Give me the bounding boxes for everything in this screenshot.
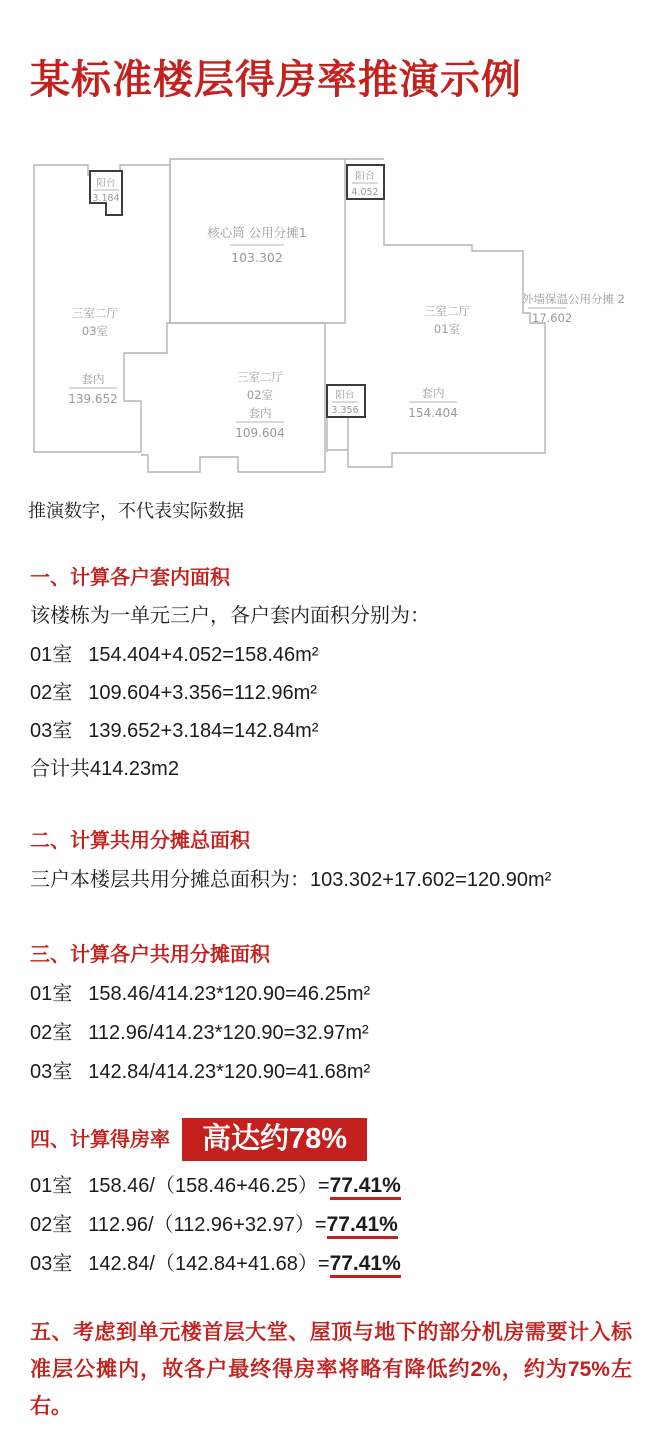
section-3 <box>30 943 640 1084</box>
section-2-body: 三户本楼层共用分摊总面积为：103.302+17.602=120.90m² <box>30 869 552 891</box>
calc-row <box>30 1211 640 1239</box>
exterior-share-value: 17.602 <box>532 311 573 325</box>
ratio-result: 77.41% <box>330 1252 401 1278</box>
room-label: 01室 <box>30 1175 73 1197</box>
unit-03-type: 三室二厅 <box>72 306 118 320</box>
unit-02-area-value: 109.604 <box>235 426 285 440</box>
calc-row <box>30 1172 640 1200</box>
room-formula: 158.46/414.23*120.90=46.25m² <box>88 983 371 1005</box>
ratio-result: 77.41% <box>330 1174 401 1200</box>
calc-row <box>30 643 640 667</box>
calc-row <box>30 1060 640 1084</box>
room-label: 03室 <box>30 1061 73 1083</box>
section-1-intro: 该楼栋为一单元三户，各户套内面积分别为： <box>30 605 430 627</box>
ratio-result: 77.41% <box>327 1213 398 1239</box>
unit-01-area-label: 套内 <box>421 386 445 400</box>
unit-01-area-value: 154.404 <box>408 406 458 420</box>
room-label: 01室 <box>30 644 73 666</box>
room-formula: 112.96/414.23*120.90=32.97m² <box>88 1022 369 1044</box>
unit-02-room: 02室 <box>246 388 274 402</box>
floor-plan <box>20 145 640 490</box>
room-label: 02室 <box>30 1214 73 1236</box>
balcony-2-value: 4.052 <box>351 187 379 198</box>
core-label: 核心筒 公用分摊1 <box>207 225 307 240</box>
section-4-heading: 四、计算得房率 <box>30 1128 170 1151</box>
unit-01-room: 01室 <box>433 322 461 336</box>
unit-01-type: 三室二厅 <box>424 304 470 318</box>
unit-02-outline <box>141 323 325 472</box>
section-4 <box>30 1118 640 1278</box>
calc-row <box>30 1250 640 1278</box>
room-label: 02室 <box>30 1022 73 1044</box>
calc-row <box>30 719 640 743</box>
section-1 <box>30 566 640 781</box>
total-area: 合计共414.23m2 <box>30 758 179 780</box>
unit-02-type: 三室二厅 <box>237 370 283 384</box>
balcony-3-value: 3.356 <box>331 405 359 416</box>
room-label: 01室 <box>30 983 73 1005</box>
room-formula: 112.96/（112.96+32.97）= <box>88 1214 327 1236</box>
section-3-heading: 三、计算各户共用分摊面积 <box>30 944 270 966</box>
highlight-badge: 高达约78% <box>182 1118 367 1161</box>
room-formula: 142.84/（142.84+41.68）= <box>88 1253 330 1275</box>
disclaimer-note: 推演数字，不代表实际数据 <box>28 501 244 521</box>
room-formula: 139.652+3.184=142.84m² <box>88 720 319 742</box>
unit-02-area-label: 套内 <box>248 406 272 420</box>
calc-row <box>30 982 640 1006</box>
calc-row <box>30 1021 640 1045</box>
core-area-value: 103.302 <box>231 250 283 265</box>
page-title: 某标准楼层得房率推演示例 <box>30 58 522 102</box>
calc-row <box>30 681 640 705</box>
room-formula: 158.46/（158.46+46.25）= <box>88 1175 330 1197</box>
room-label: 03室 <box>30 1253 73 1275</box>
exterior-share-label: 外墙保温公用分摊 2 <box>522 292 625 306</box>
room-label: 03室 <box>30 720 73 742</box>
room-label: 02室 <box>30 682 73 704</box>
label-underlines <box>69 183 566 422</box>
unit-03-area-label: 套内 <box>81 372 105 386</box>
section-1-heading: 一、计算各户套内面积 <box>30 567 230 589</box>
section-4-header-row <box>30 1118 640 1161</box>
section-2-heading: 二、计算共用分摊总面积 <box>30 830 250 852</box>
balcony-3-label: 阳台 <box>335 390 355 401</box>
room-formula: 154.404+4.052=158.46m² <box>88 644 319 666</box>
unit-03-room: 03室 <box>81 324 109 338</box>
balcony-1-label: 阳台 <box>96 178 116 189</box>
balcony-2-label: 阳台 <box>355 171 375 182</box>
unit-03-area-value: 139.652 <box>68 392 118 406</box>
balcony-1-value: 3.184 <box>92 193 120 204</box>
section-5-conclusion: 五、考虑到单元楼首层大堂、屋顶与地下的部分机房需要计入标准层公摊内，故各户最终得房率将略有降低约2%，约为75%左右。 <box>30 1321 632 1418</box>
section-2 <box>30 829 640 893</box>
room-formula: 142.84/414.23*120.90=41.68m² <box>88 1061 371 1083</box>
room-formula: 109.604+3.356=112.96m² <box>88 682 317 704</box>
